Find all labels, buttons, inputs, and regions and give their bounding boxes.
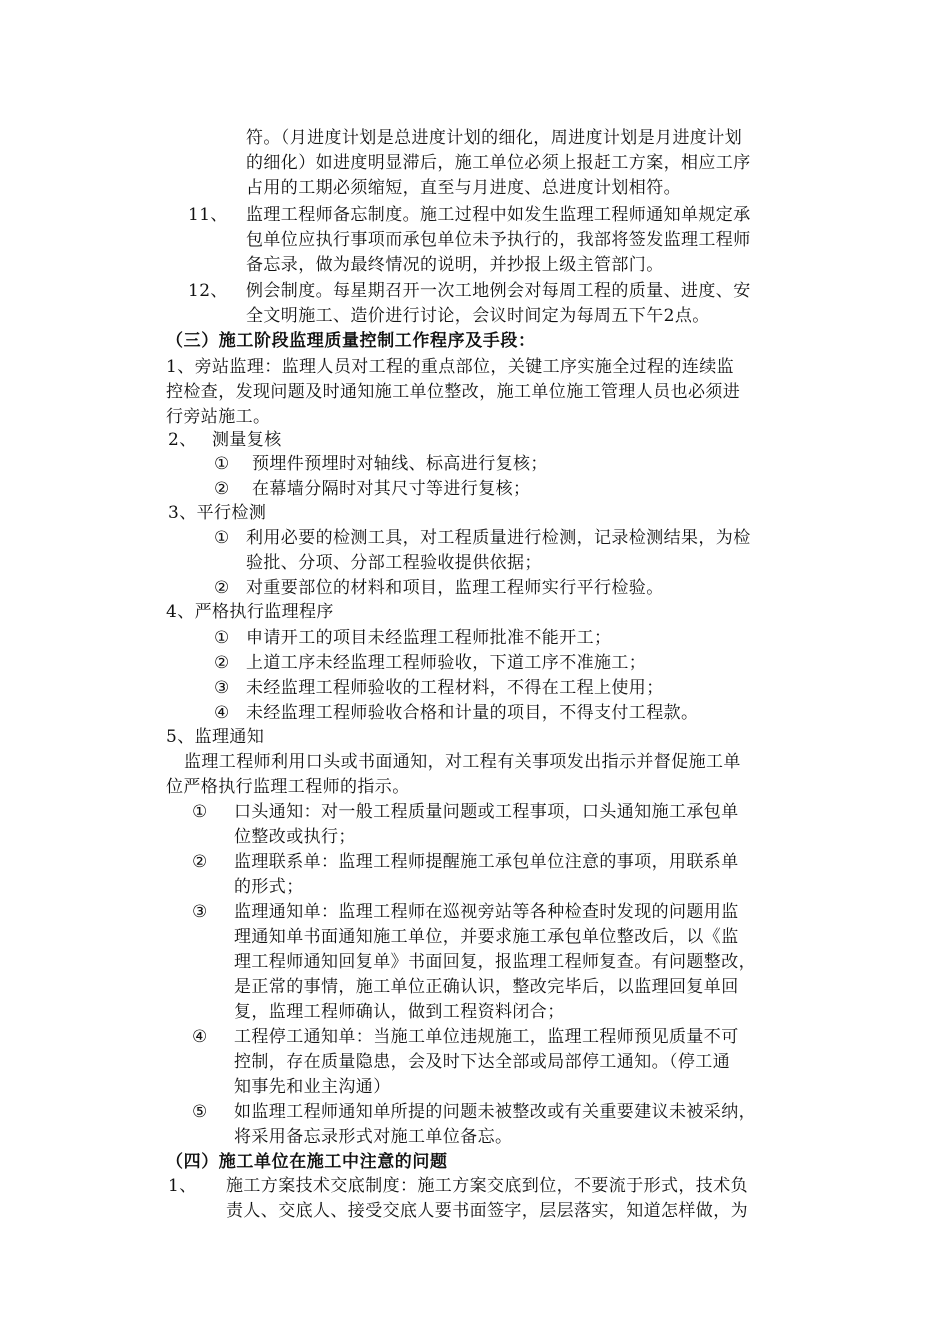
text-line: 控制，存在质量隐患，会及时下达全部或局部停工通知。（停工通 (234, 1052, 731, 1072)
list-marker: ② (214, 479, 230, 499)
list-marker: ② (214, 653, 230, 673)
text-line: 工程停工通知单：当施工单位违规施工，监理工程师预见质量不可 (234, 1027, 739, 1047)
section-heading: （三）施工阶段监理质量控制工作程序及手段： (166, 331, 536, 351)
text-line: 知事先和业主沟通） (234, 1077, 391, 1097)
text-line: 将采用备忘录形式对施工单位备忘。 (234, 1127, 513, 1147)
text-line: 未经监理工程师验收合格和计量的项目，不得支付工程款。 (246, 703, 699, 723)
text-line: 对重要部位的材料和项目，监理工程师实行平行检验。 (246, 578, 664, 598)
text-line: 复，监理工程师确认，做到工程资料闭合； (234, 1002, 565, 1022)
text-line: 监理工程师利用口头或书面通知，对工程有关事项发出指示并督促施工单 (184, 752, 741, 772)
text-line: 如监理工程师通知单所提的问题未被整改或有关重要建议未被采纳， (234, 1102, 756, 1122)
text-line: 口头通知：对一般工程质量问题或工程事项，口头通知施工承包单 (234, 802, 739, 822)
text-line: 1、旁站监理：监理人员对工程的重点部位，关键工序实施全过程的连续监 (166, 357, 735, 377)
text-line: 位整改或执行； (234, 827, 356, 847)
list-number: 1、 (168, 1176, 197, 1196)
list-marker: ① (214, 454, 230, 474)
list-marker: ④ (214, 703, 230, 723)
list-marker: ① (214, 628, 230, 648)
list-marker: ③ (214, 678, 230, 698)
text-line: 包单位应执行事项而承包单位未予执行的，我部将签发监理工程师 (246, 230, 751, 250)
list-marker: ② (192, 852, 208, 872)
text-line: 未经监理工程师验收的工程材料，不得在工程上使用； (246, 678, 664, 698)
text-line: 在幕墙分隔时对其尺寸等进行复核； (252, 479, 531, 499)
text-line: 例会制度。每星期召开一次工地例会对每周工程的质量、进度、安 (246, 281, 751, 301)
text-line: 4、严格执行监理程序 (166, 602, 334, 622)
text-line: 的形式； (234, 877, 304, 897)
text-line: 利用必要的检测工具，对工程质量进行检测，记录检测结果，为检 (246, 528, 751, 548)
section-heading: （四）施工单位在施工中注意的问题 (166, 1152, 448, 1172)
text-line: 备忘录，做为最终情况的说明，并抄报上级主管部门。 (246, 255, 664, 275)
text-line: 上道工序未经监理工程师验收，下道工序不准施工； (246, 653, 647, 673)
list-number: 12、 (188, 281, 228, 301)
list-marker: ① (214, 528, 230, 548)
text-line: 行旁站施工。 (166, 407, 271, 427)
list-marker: ④ (192, 1027, 208, 1047)
list-marker: ⑤ (192, 1102, 208, 1122)
text-line: 施工方案技术交底制度：施工方案交底到位，不要流于形式，技术负 (226, 1176, 748, 1196)
text-line: 验批、分项、分部工程验收提供依据； (246, 553, 542, 573)
text-line: 位严格执行监理工程师的指示。 (166, 777, 410, 797)
text-line: 理工程师通知回复单》书面回复，报监理工程师复查。有问题整改， (234, 952, 756, 972)
text-line: 责人、交底人、接受交底人要书面签字，层层落实，知道怎样做，为 (226, 1201, 748, 1221)
text-line: 理通知单书面通知施工单位，并要求施工承包单位整改后，以《监 (234, 927, 739, 947)
text-line: 的细化）如进度明显滞后，施工单位必须上报赶工方案，相应工序 (246, 153, 751, 173)
text-line: 全文明施工、造价进行讨论，会议时间定为每周五下午2点。 (246, 306, 710, 326)
list-marker: ③ (192, 902, 208, 922)
text-line: 符。（月进度计划是总进度计划的细化，周进度计划是月进度计划 (246, 128, 743, 148)
text-line: 测量复核 (212, 430, 282, 450)
text-line: 申请开工的项目未经监理工程师批准不能开工； (246, 628, 612, 648)
text-line: 监理工程师备忘制度。施工过程中如发生监理工程师通知单规定承 (246, 205, 751, 225)
text-line: 5、监理通知 (166, 727, 265, 747)
text-line: 是正常的事情，施工单位正确认识，整改完毕后，以监理回复单回 (234, 977, 739, 997)
list-number: 2、 (168, 430, 197, 450)
text-line: 3、平行检测 (168, 503, 267, 523)
text-line: 占用的工期必须缩短，直至与月进度、总进度计划相符。 (246, 178, 681, 198)
text-line: 监理通知单：监理工程师在巡视旁站等各种检查时发现的问题用监 (234, 902, 739, 922)
list-marker: ② (214, 578, 230, 598)
list-number: 11、 (188, 205, 228, 225)
text-line: 控检查，发现问题及时通知施工单位整改，施工单位施工管理人员也必须进 (166, 382, 741, 402)
list-marker: ① (192, 802, 208, 822)
text-line: 预埋件预埋时对轴线、标高进行复核； (252, 454, 548, 474)
text-line: 监理联系单：监理工程师提醒施工承包单位注意的事项，用联系单 (234, 852, 739, 872)
